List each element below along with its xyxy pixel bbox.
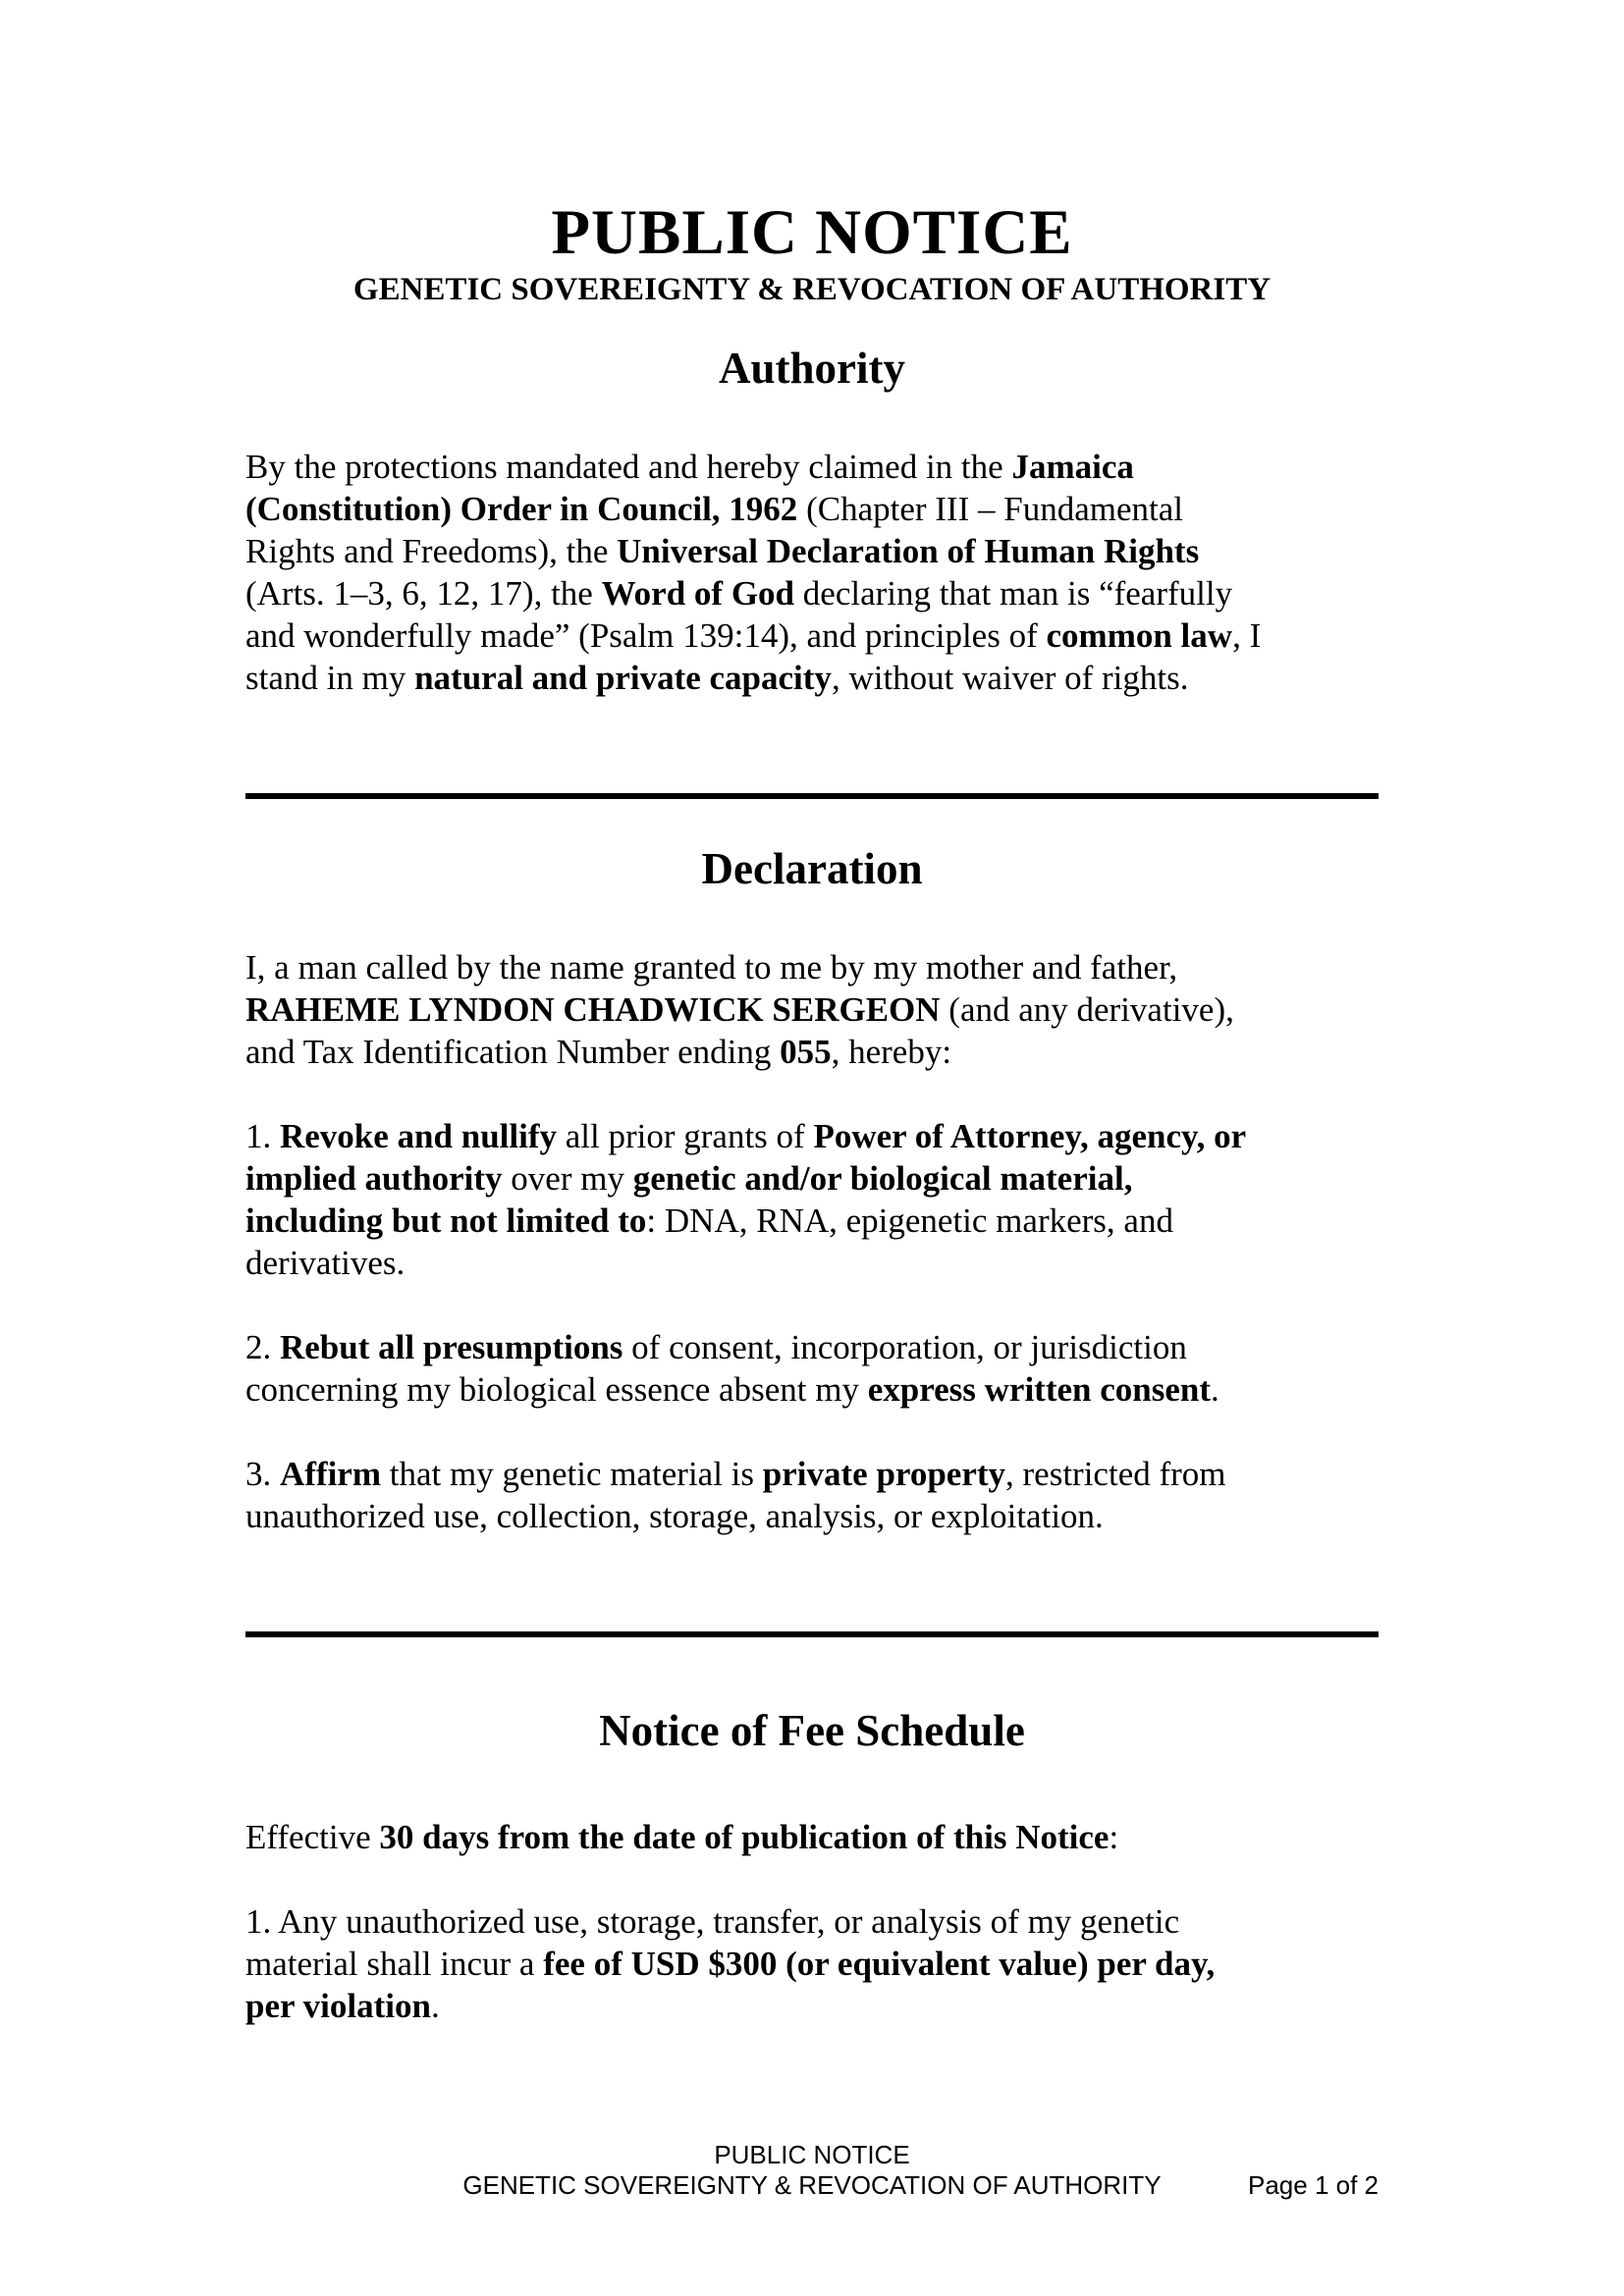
- section-heading-authority: Authority: [719, 344, 905, 393]
- declaration-item-2: 2. Rebut all presumptions of consent, incorporation, or jurisdiction concerning my biological essence absent my express written consent.: [245, 1328, 1219, 1409]
- fee-schedule-item-1: 1. Any unauthorized use, storage, transfer, or analysis of my genetic material shall incur a fee of USD $300 (or equivalent value) per day, per violation.: [245, 1902, 1216, 2025]
- section-divider: [245, 793, 1379, 799]
- page-number: Page 1 of 2: [1248, 2170, 1379, 2200]
- page-footer: [245, 2140, 1379, 2201]
- footer-subtitle: GENETIC SOVEREIGNTY & REVOCATION OF AUTHORITY: [462, 2170, 1162, 2200]
- section-heading-fee-schedule: Notice of Fee Schedule: [599, 1706, 1025, 1755]
- declaration-intro-paragraph: I, a man called by the name granted to me by my mother and father, RAHEME LYNDON CHADWICK SERGEON (and any derivative), and Tax Identification Number ending 055, hereby:: [245, 948, 1234, 1071]
- footer-title: PUBLIC NOTICE: [714, 2140, 910, 2169]
- section-divider: [245, 1631, 1379, 1637]
- fee-schedule-intro-paragraph: Effective 30 days from the date of publication of this Notice:: [245, 1818, 1119, 1856]
- declaration-item-3: 3. Affirm that my genetic material is private property, restricted from unauthorized use, collection, storage, analysis, or exploitation.: [245, 1455, 1226, 1535]
- declaration-item-1: 1. Revoke and nullify all prior grants of Power of Attorney, agency, or implied authority over my genetic and/or biological material, including but not limited to: DNA, RNA, epigenetic markers, and derivatives.: [245, 1117, 1247, 1282]
- document-subtitle: GENETIC SOVEREIGNTY & REVOCATION OF AUTHORITY: [352, 272, 1272, 307]
- document-title: PUBLIC NOTICE: [551, 197, 1073, 268]
- section-heading-declaration: Declaration: [701, 844, 923, 893]
- authority-paragraph: By the protections mandated and hereby claimed in the Jamaica (Constitution) Order in Council, 1962 (Chapter III – Fundamental Rights and Freedoms), the Universal Declaration of Human Rights (Arts. 1–3, 6, 12, 17), the Word of God declaring that man is “fearfully and wonderfully made” (Psalm 139:14), and principles of common law, I stand in my natural and private capacity, without waiver of rights.: [245, 448, 1262, 697]
